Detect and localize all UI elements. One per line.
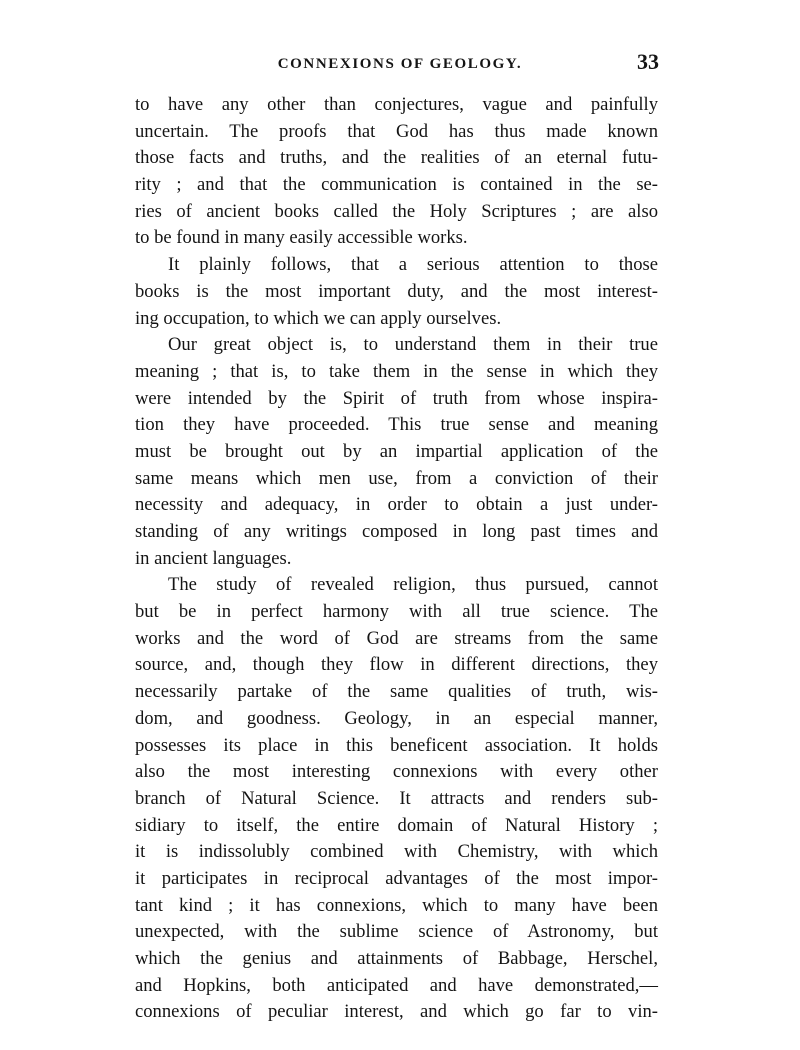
text-line: sidiary to itself, the entire domain of Natural History ; bbox=[135, 814, 658, 836]
text-line: but be in perfect harmony with all true science. The bbox=[135, 601, 658, 623]
paragraph-first-line: It plainly follows, that a serious attention to those bbox=[168, 254, 658, 276]
text-line: works and the word of God are streams from the same bbox=[135, 627, 658, 649]
text-line: unexpected, with the sublime science of Astronomy, but bbox=[135, 921, 658, 943]
text-line: uncertain. The proofs that God has thus made known bbox=[135, 120, 658, 142]
text-line: books is the most important duty, and the most interest- bbox=[135, 280, 658, 302]
text-line: possesses its place in this beneficent association. It holds bbox=[135, 734, 658, 756]
text-line: must be brought out by an impartial application of the bbox=[135, 440, 658, 462]
text-line: meaning ; that is, to take them in the sense in which they bbox=[135, 360, 658, 382]
paragraph-first-line: Our great object is, to understand them in their true bbox=[168, 334, 658, 356]
running-header bbox=[135, 49, 665, 79]
text-line: ries of ancient books called the Holy Scriptures ; are also bbox=[135, 200, 658, 222]
text-line: to be found in many easily accessible works. bbox=[135, 227, 468, 249]
text-line: source, and, though they flow in different directions, they bbox=[135, 654, 658, 676]
text-line: necessity and adequacy, in order to obtain a just under- bbox=[135, 494, 658, 516]
text-line: were intended by the Spirit of truth from whose inspira- bbox=[135, 387, 658, 409]
page-number: 33 bbox=[637, 49, 659, 74]
text-line: same means which men use, from a conviction of their bbox=[135, 467, 658, 489]
text-line: those facts and truths, and the realities of an eternal futu- bbox=[135, 147, 658, 169]
text-line: tion they have proceeded. This true sense and meaning bbox=[135, 414, 658, 436]
text-line: branch of Natural Science. It attracts and renders sub- bbox=[135, 787, 658, 809]
text-line: to have any other than conjectures, vague and painfully bbox=[135, 94, 658, 115]
text-line: dom, and goodness. Geology, in an especial manner, bbox=[135, 707, 658, 729]
text-line: connexions of peculiar interest, and which go far to vin- bbox=[135, 1001, 658, 1023]
text-line: in ancient languages. bbox=[135, 547, 292, 569]
text-line: standing of any writings composed in long past times and bbox=[135, 521, 658, 542]
text-line: tant kind ; it has connexions, which to many have been bbox=[135, 894, 658, 916]
text-line: necessarily partake of the same qualities of truth, wis- bbox=[135, 681, 658, 703]
running-title: CONNEXIONS OF GEOLOGY. bbox=[277, 56, 523, 72]
text-line: also the most interesting connexions with every other bbox=[135, 761, 658, 783]
text-line: it participates in reciprocal advantages of the most impor- bbox=[135, 867, 658, 889]
text-line: and Hopkins, both anticipated and have demonstrated,— bbox=[135, 974, 658, 996]
paragraph-first-line: The study of revealed religion, thus pursued, cannot bbox=[168, 574, 658, 596]
body-text bbox=[135, 92, 658, 1026]
text-line: it is indissolubly combined with Chemistry, with which bbox=[135, 841, 658, 863]
text-line: rity ; and that the communication is contained in the se- bbox=[135, 174, 658, 196]
text-line: ing occupation, to which we can apply ourselves. bbox=[135, 307, 502, 329]
text-line: which the genius and attainments of Babbage, Herschel, bbox=[135, 948, 658, 969]
